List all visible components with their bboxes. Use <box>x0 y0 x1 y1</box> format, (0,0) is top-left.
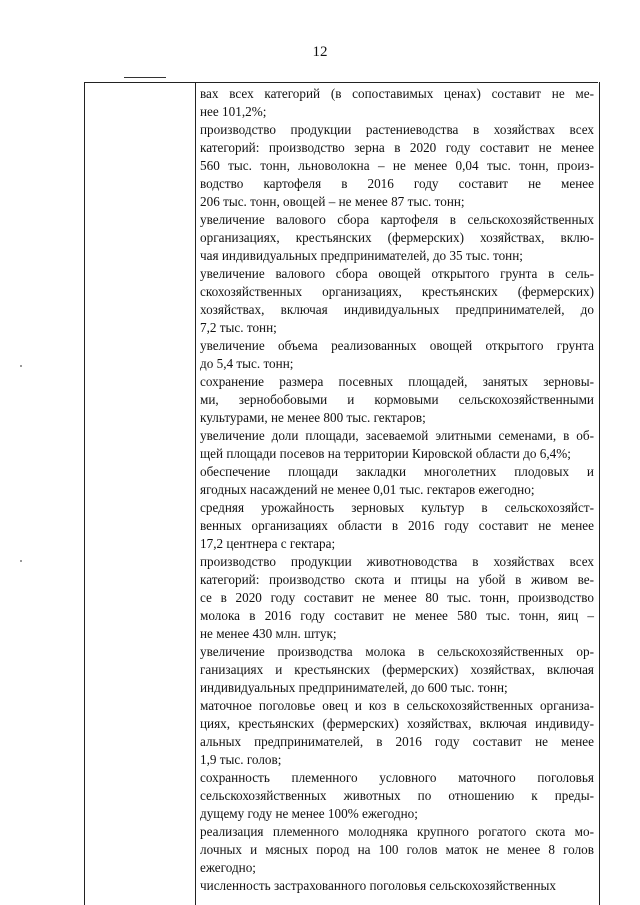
list-item <box>200 85 594 121</box>
list-item <box>200 337 594 373</box>
text-line: до 5,4 тыс. тонн; <box>200 356 294 371</box>
list-item <box>200 121 594 211</box>
text-line: увеличение доли площади, засеваемой элитными семенами, в об- <box>200 428 594 443</box>
text-line: реализация племенного молодняка крупного рогатого скота мо- <box>200 824 594 839</box>
text-line: альных предпринимателей, в 2016 году составит не менее <box>200 734 594 749</box>
text-line: сельскохозяйственных животных по отношению к преды- <box>200 788 594 803</box>
table-text-cell <box>200 85 594 895</box>
scan-speck <box>20 560 22 562</box>
text-line: организациях, крестьянских (фермерских) хозяйствах, вклю- <box>200 230 594 245</box>
text-line: щей площади посевов на территории Кировской области до 6,4%; <box>200 446 571 461</box>
page-number: 12 <box>312 44 328 60</box>
text-line: средняя урожайность зерновых культур в сельскохозяйст- <box>200 500 594 515</box>
text-line: дущему году не менее 100% ежегодно; <box>200 806 418 821</box>
list-item <box>200 769 594 823</box>
text-line: индивидуальных предпринимателей, до 600 тыс. тонн; <box>200 680 508 695</box>
text-line: ганизациях и крестьянских (фермерских) хозяйствах, включая <box>200 662 594 677</box>
text-line: сохранение размера посевных площадей, занятых зерновы- <box>200 374 594 389</box>
list-item <box>200 877 594 895</box>
list-item <box>200 463 594 499</box>
list-item <box>200 553 594 643</box>
scan-speck <box>20 365 22 367</box>
list-item <box>200 427 594 463</box>
text-line: нее 101,2%; <box>200 104 267 119</box>
text-line: скохозяйственных организациях, крестьянских (фермерских) <box>200 284 594 299</box>
list-item <box>200 823 594 877</box>
text-line: чая индивидуальных предпринимателей, до 35 тыс. тонн; <box>200 248 523 263</box>
text-line: ягодных насаждений не менее 0,01 тыс. гектаров ежегодно; <box>200 482 535 497</box>
list-item <box>200 373 594 427</box>
list-item <box>200 643 594 697</box>
text-line: производство продукции растениеводства в хозяйствах всех <box>200 122 594 137</box>
list-item <box>200 499 594 553</box>
text-line: увеличение производства молока в сельскохозяйственных ор- <box>200 644 594 659</box>
text-line: не менее 430 млн. штук; <box>200 626 337 641</box>
text-line: увеличение валового сбора картофеля в сельскохозяйственных <box>200 212 594 227</box>
text-line: 560 тыс. тонн, льноволокна – не менее 0,04 тыс. тонн, произ- <box>200 158 594 173</box>
text-line: хозяйствах, включая индивидуальных предпринимателей, до <box>200 302 594 317</box>
text-line: циях, крестьянских (фермерских) хозяйствах, включая индивиду- <box>200 716 594 731</box>
text-line: увеличение валового сбора овощей открытого грунта в сель- <box>200 266 594 281</box>
text-line: ми, зернобобовыми и кормовыми сельскохозяйственными <box>200 392 594 407</box>
text-line: 7,2 тыс. тонн; <box>200 320 277 335</box>
text-line: се в 2020 году составит не менее 80 тыс. тонн, производство <box>200 590 594 605</box>
text-line: обеспечение площади закладки многолетних плодовых и <box>200 464 594 479</box>
text-line: численность застрахованного поголовья сельскохозяйственных <box>200 878 556 893</box>
text-line: сохранность племенного условного маточного поголовья <box>200 770 594 785</box>
list-item <box>200 211 594 265</box>
text-line: ежегодно; <box>200 860 256 875</box>
text-line: увеличение объема реализованных овощей открытого грунта <box>200 338 594 353</box>
text-line: маточное поголовье овец и коз в сельскохозяйственных организа- <box>200 698 594 713</box>
list-item <box>200 265 594 337</box>
list-item <box>200 697 594 769</box>
text-line: 17,2 центнера с гектара; <box>200 536 336 551</box>
text-line: категорий: производство скота и птицы на убой в живом ве- <box>200 572 594 587</box>
table-column-divider <box>195 82 196 905</box>
text-line: категорий: производство зерна в 2020 году составит не менее <box>200 140 594 155</box>
text-line: водство картофеля в 2016 году составит не менее <box>200 176 594 191</box>
header-rule-fragment <box>124 77 166 78</box>
text-line: 1,9 тыс. голов; <box>200 752 282 767</box>
text-line: производство продукции животноводства в хозяйствах всех <box>200 554 594 569</box>
text-line: вах всех категорий (в сопоставимых ценах) составит не ме- <box>200 86 594 101</box>
text-line: молока в 2016 году составит не менее 580 тыс. тонн, яиц – <box>200 608 594 623</box>
text-line: венных организациях области в 2016 году составит не менее <box>200 518 594 533</box>
text-line: 206 тыс. тонн, овощей – не менее 87 тыс. тонн; <box>200 194 465 209</box>
text-line: культурами, не менее 800 тыс. гектаров; <box>200 410 426 425</box>
text-line: лочных и мясных пород на 100 голов маток не менее 8 голов <box>200 842 594 857</box>
